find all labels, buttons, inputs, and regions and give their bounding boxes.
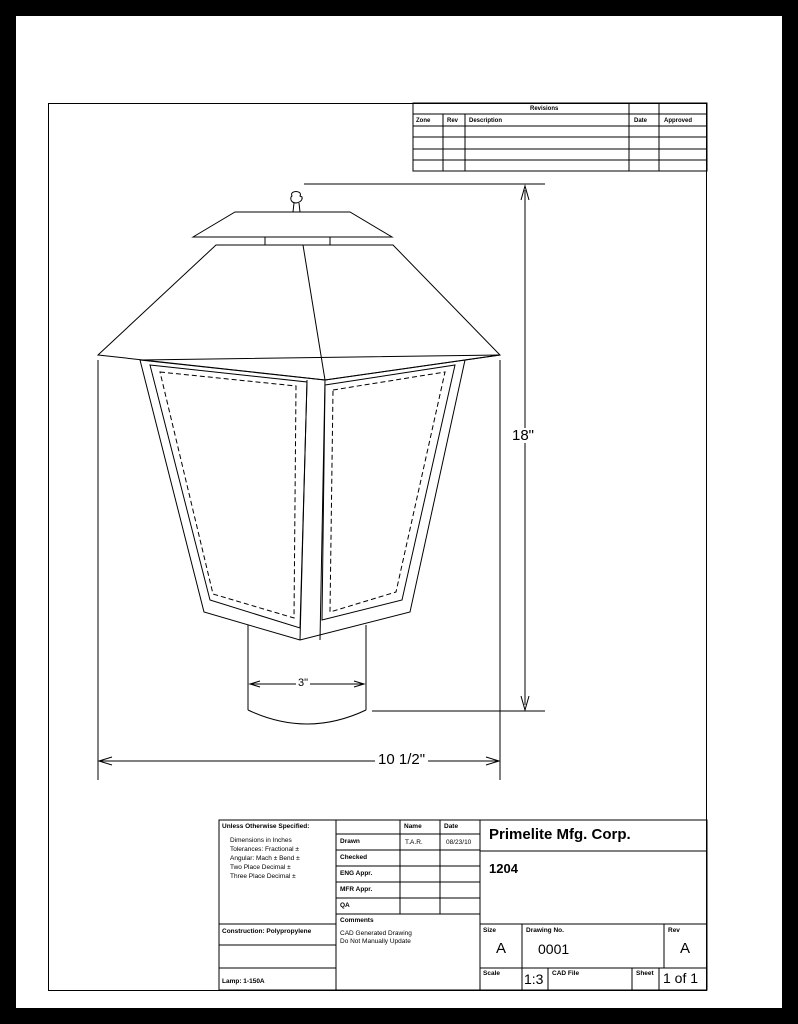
spec-line: Tolerances: Fractional ± <box>230 846 299 853</box>
specs-heading: Unless Otherwise Specified: <box>222 823 310 830</box>
spec-line: Angular: Mach ± Bend ± <box>230 855 300 862</box>
scale-label: Scale <box>483 970 500 977</box>
col-date: Date <box>634 118 648 124</box>
comment-line: Do Not Manually Update <box>340 938 411 945</box>
construction-note: Construction: Polypropylene <box>222 928 312 935</box>
size-value: A <box>496 940 507 957</box>
width-dimension <box>98 360 500 780</box>
drawing-no-value: 0001 <box>538 941 570 957</box>
col-rev: Rev <box>447 118 459 124</box>
height-dimension-label: 18" <box>509 428 537 443</box>
col-description: Description <box>469 118 503 124</box>
comment-line: CAD Generated Drawing <box>340 930 412 937</box>
lantern-body <box>140 355 500 640</box>
size-label: Size <box>483 927 497 934</box>
row-label-eng-appr: ENG Appr. <box>340 870 373 877</box>
lantern-post <box>248 625 366 724</box>
scale-value: 1:3 <box>524 971 544 987</box>
col-approved: Approved <box>664 118 693 124</box>
width-dimension-label: 10 1/2" <box>375 752 428 767</box>
row-label-mfr-appr: MFR Appr. <box>340 886 373 893</box>
part-number: 1204 <box>489 861 518 876</box>
col-name: Name <box>404 823 422 830</box>
height-dimension <box>304 184 545 711</box>
company-name: Primelite Mfg. Corp. <box>489 826 631 843</box>
spec-line: Three Place Decimal ± <box>230 873 296 880</box>
comments-label: Comments <box>340 917 374 924</box>
row-label-checked: Checked <box>340 854 368 861</box>
sheet-value: 1 of 1 <box>663 970 699 986</box>
spec-line: Dimensions in Inches <box>230 837 292 844</box>
sheet-label: Sheet <box>636 970 654 977</box>
col-zone: Zone <box>416 118 431 124</box>
revisions-title: Revisions <box>530 106 559 112</box>
col-date-approval: Date <box>444 823 459 830</box>
revisions-table-grid <box>413 103 707 171</box>
drawing-no-label: Drawing No. <box>526 927 564 934</box>
row-label-drawn: Drawn <box>340 838 360 845</box>
drawn-date: 08/23/10 <box>446 839 472 846</box>
spec-line: Two Place Decimal ± <box>230 864 291 871</box>
row-label-qa: QA <box>340 902 350 909</box>
rev-label: Rev <box>668 927 680 934</box>
lantern-cap <box>193 192 392 246</box>
drawn-name: T.A.R. <box>405 839 423 846</box>
lamp-note: Lamp: 1-150A <box>222 978 265 985</box>
rev-value: A <box>680 940 691 957</box>
post-dimension-label: 3" <box>298 677 309 689</box>
cad-file-label: CAD File <box>552 970 580 977</box>
